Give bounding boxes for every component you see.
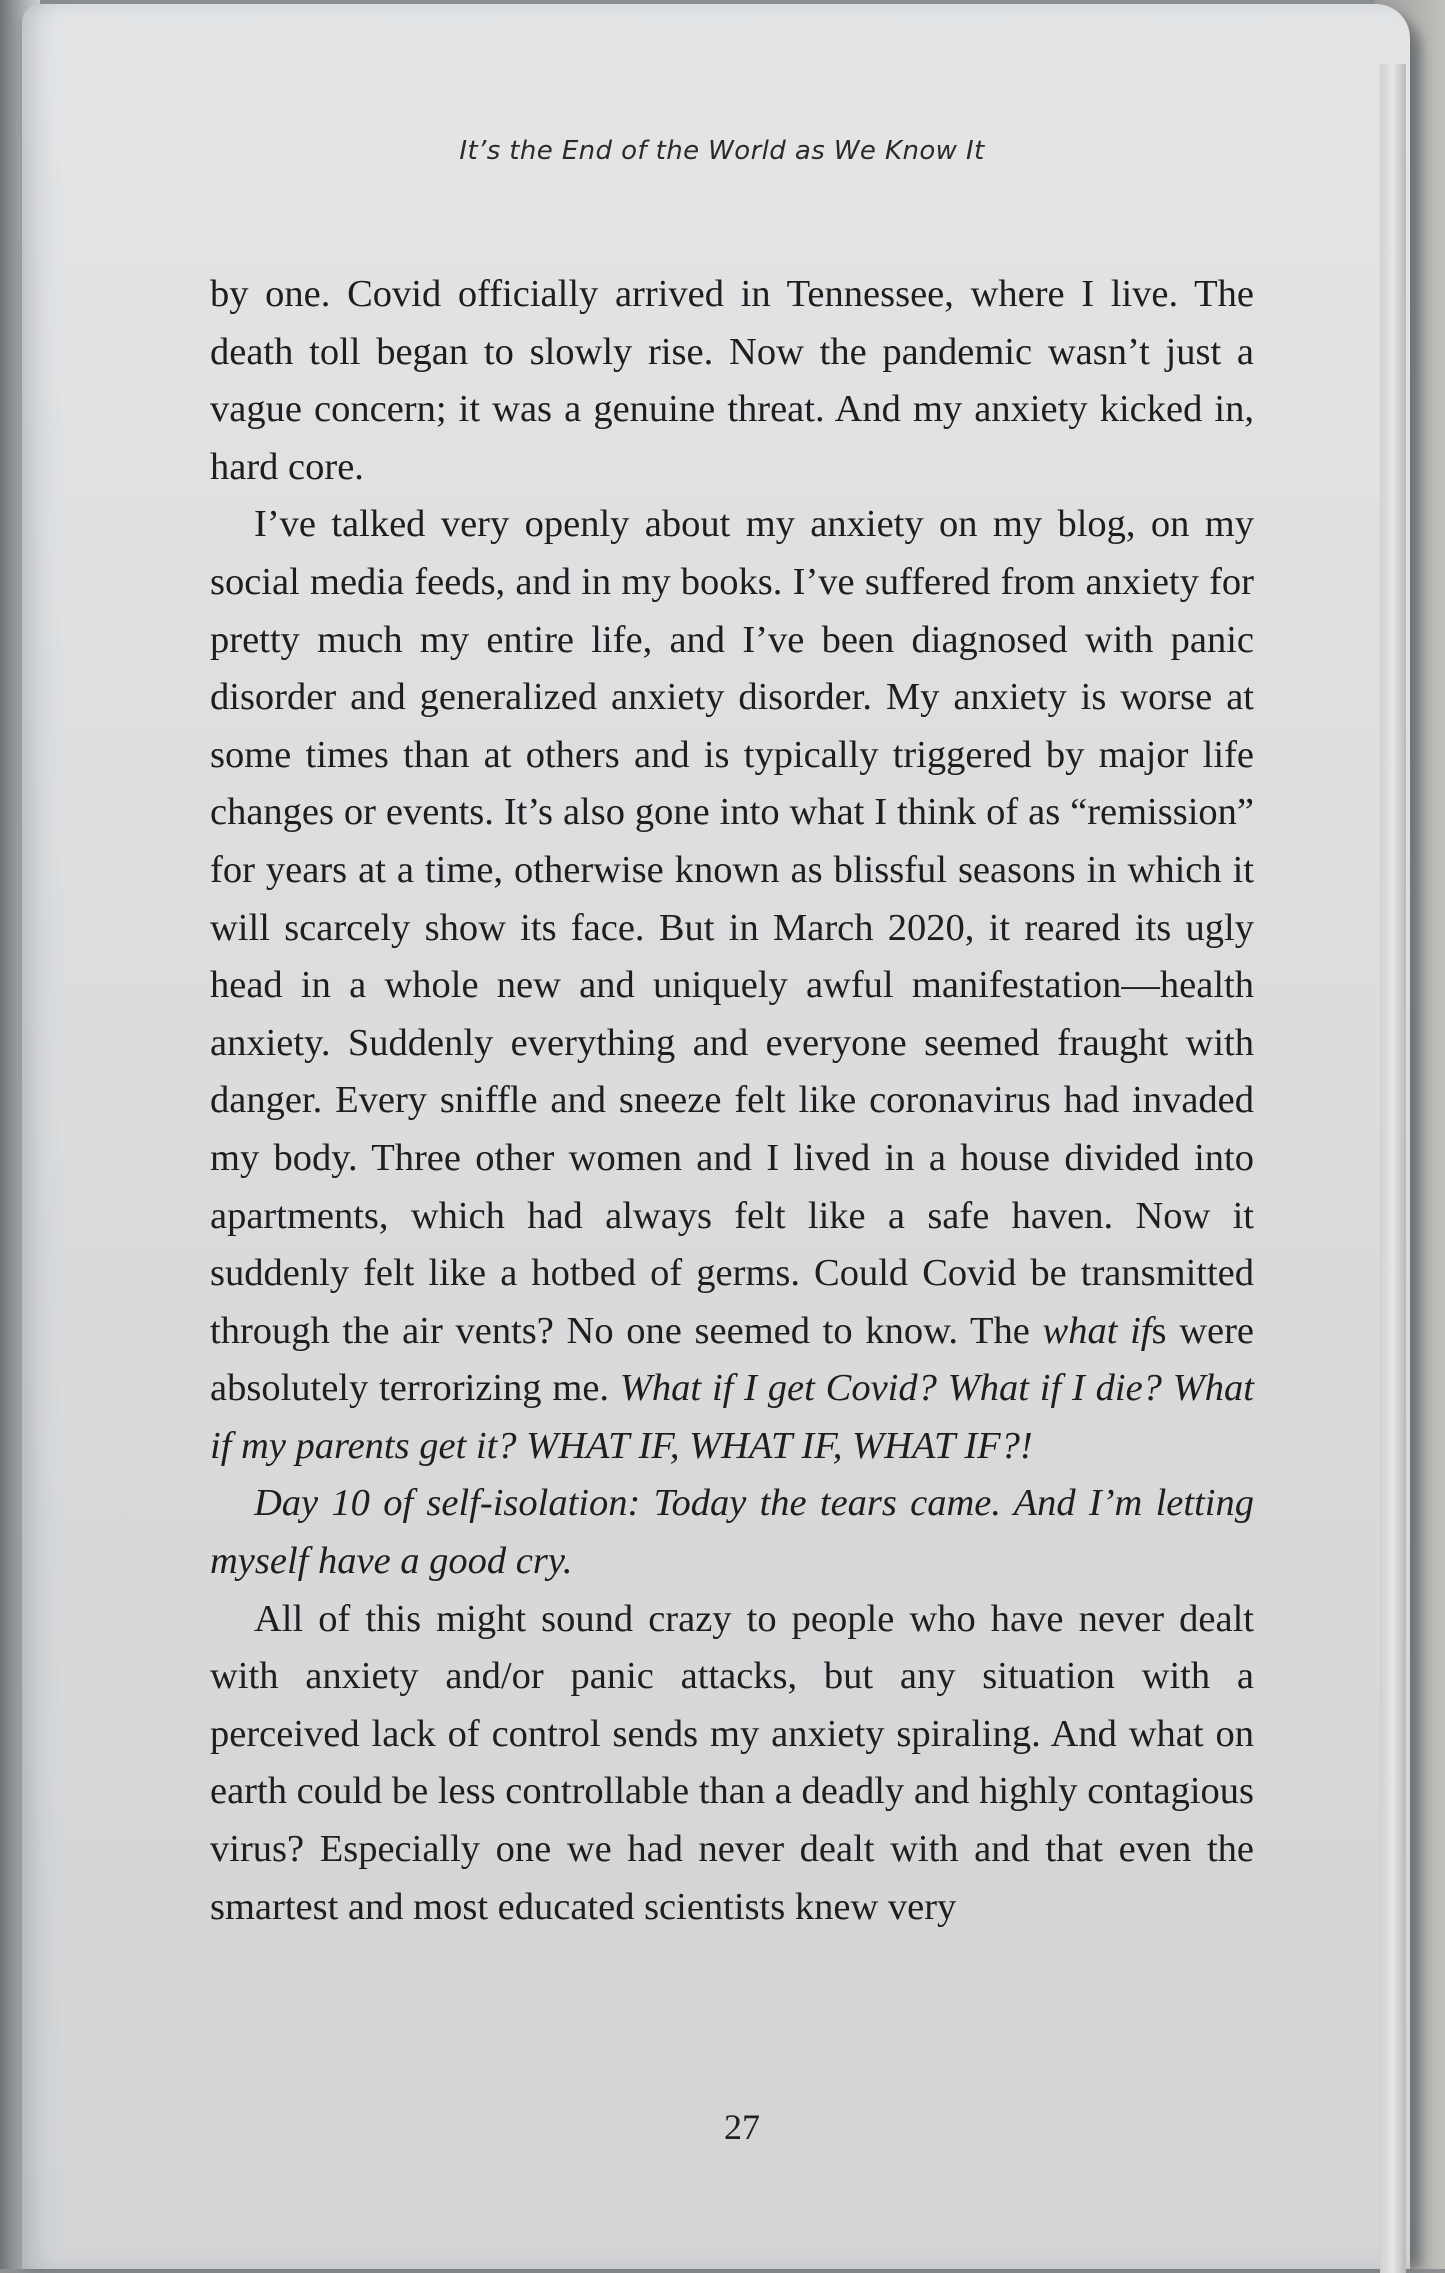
paragraph-day-10 [210, 1475, 1254, 1590]
italic-what-if: what if [1042, 1309, 1152, 1352]
paragraph-continuation: by one. Covid officially arrived in Tennessee, where I live. The death toll began to slowly rise. Now the pandemic wasn’t just a vague concern; it was a genuine threat. And my anxiety kicked in, hard core. [210, 273, 1254, 488]
page-number: 27 [724, 2107, 760, 2147]
paragraph-anxiety-middle: s were absolutely terrorizing me. [210, 1309, 1254, 1410]
page-stack-edge [1380, 64, 1406, 2273]
body-text [210, 266, 1254, 1936]
book-page [22, 4, 1410, 2269]
paragraph-anxiety [210, 496, 1254, 1475]
paragraph-anxiety-text: I’ve talked very openly about my anxiety on my blog, on my social media feeds, and in my books. I’ve suffered from anxiety for pretty much my entire life, and I’ve been diagnosed with panic disorder and generalized anxiety disorder. My anxiety is worse at some times than at others and is typically triggered by major life changes or events. It’s also gone into what I think of as “remission” for years at a time, otherwise known as blissful seasons in which it will scarcely show its face. But in March 2020, it reared its ugly head in a whole new and uniquely awful manifestation—health anxiety. Suddenly everything and everyone seemed fraught with danger. Every sniffle and sneeze felt like coronavirus had invaded my body. Three other women and I lived in a house divided into apartments, which had always felt like a safe haven. Now it suddenly felt like a hotbed of germs. Could Covid be transmitted through the air vents? No one seemed to know. The [210, 503, 1254, 1352]
running-head: It’s the End of the World as We Know It [459, 136, 985, 166]
paragraph-control: All of this might sound crazy to people who have never dealt with anxiety and/or panic attacks, but any situation with a perceived lack of control sends my anxiety spiraling. And what on earth could be less controllable than a deadly and highly contagious virus? Especially one we had never dealt with and that even the smartest and most educated scientists knew very [210, 1597, 1254, 1928]
italic-what-if-questions: What if I get Covid? What if I die? What if my parents get it? WHAT IF, WHAT IF, WHAT IF?! [210, 1367, 1255, 1467]
italic-day-10-entry: Day 10 of self-isolation: Today the tears came. And I’m letting myself have a good cry. [210, 1482, 1254, 1583]
